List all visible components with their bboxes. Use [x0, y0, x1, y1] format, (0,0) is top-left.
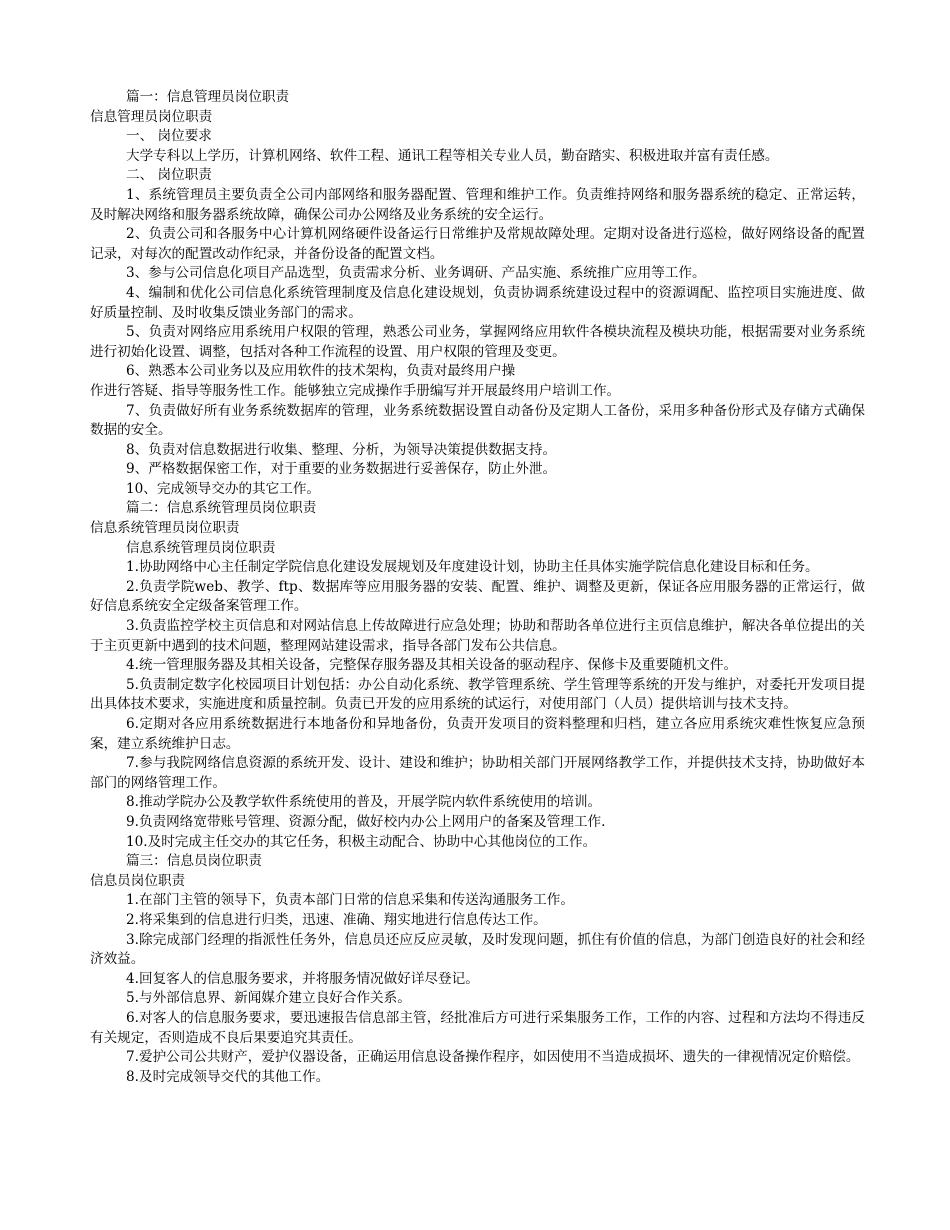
section1-item: 5、负责对网络应用系统用户权限的管理，熟悉公司业务，掌握网络应用软件各模块流程及模块功能，根据需要对业务系统进行初始化设置、调整，包括对各种工作流程的设置、用户权限的管理及变更。 — [90, 324, 865, 360]
section2-item: 7.参与我院网络信息资源的系统开发、设计、建设和维护；协助相关部门开展网络教学工作，并提供技术支持，协助做好本部门的网络管理工作。 — [90, 755, 865, 791]
section3-item: 1.在部门主管的领导下，负责本部门日常的信息采集和传送沟通服务工作。 — [126, 892, 574, 909]
section1-item: 8、负责对信息数据进行收集、整理、分析，为领导决策提供数据支持。 — [126, 441, 557, 458]
section2-item: 10.及时完成主任交办的其它任务，积极主动配合、协助中心其他岗位的工作。 — [126, 833, 597, 850]
section1-item: 3、参与公司信息化项目产品选型，负责需求分析、业务调研、产品实施、系统推广应用等工作。 — [126, 265, 706, 282]
section2-subtitle: 信息系统管理员岗位职责 — [126, 539, 276, 556]
section1-item: 1、系统管理员主要负责全公司内部网络和服务器配置、管理和维护工作。负责维持网络和服务器系统的稳定、正常运转，及时解决网络和服务器系统故障，确保公司办公网络及业务系统的安全运行。 — [90, 186, 865, 223]
section1-item: 10、完成领导交办的其它工作。 — [126, 480, 321, 497]
section1-item: 7、负责做好所有业务系统数据库的管理，业务系统数据设置自动备份及定期人工备份，采用多种备份形式及存储方式确保数据的安全。 — [90, 402, 865, 439]
section2-title: 信息系统管理员岗位职责 — [90, 520, 240, 537]
section2-item: 1.协助网络中心主任制定学院信息化建设发展规划及年度建设计划，协助主任具体实施学院信息化建设目标和任务。 — [126, 559, 819, 576]
section2-item: 8.推动学院办公及教学软件系统使用的普及，开展学院内软件系统使用的培训。 — [126, 794, 602, 811]
section2-item: 2.负责学院web、教学、ftp、数据库等应用服务器的安装、配置、维护、调整及更新，保证各应用服务器的正常运行，做好信息系统安全定级备案管理工作。 — [90, 578, 865, 615]
section3-item: 7.爱护公司公共财产，爱护仪器设备，正确运用信息设备操作程序，如因使用不当造成损坏、遗失的一律视情况定价赔偿。 — [126, 1049, 860, 1066]
section3-item: 4.回复客人的信息服务要求，并将服务情况做好详尽登记。 — [126, 970, 479, 987]
section1-item: 6、熟悉本公司业务以及应用软件的技术架构，负责对最终用户操 — [126, 363, 516, 380]
section1-req-heading: 一、 岗位要求 — [126, 128, 212, 145]
section2-item: 9.负责网络宽带账号管理、资源分配，做好校内办公上网用户的备案及管理工作. — [126, 813, 606, 830]
section3-item: 5.与外部信息界、新闻媒介建立良好合作关系。 — [126, 990, 411, 1007]
section3-item: 6.对客人的信息服务要求，要迅速报告信息部主管，经批准后方可进行采集服务工作，工作的内容、过程和方法均不得违反有关规定，否则造成不良后果要追究其责任。 — [90, 1009, 865, 1046]
section1-title: 信息管理员岗位职责 — [90, 108, 213, 125]
section2-item: 5.负责制定数字化校园项目计划包括：办公自动化系统、教学管理系统、学生管理等系统的开发与维护，对委托开发项目提出具体技术要求，实施进度和质量控制。负责已开发的应用系统的试运行，对使用部门（人员）提供培训与技术支持。 — [90, 676, 865, 713]
section3-heading: 篇三：信息员岗位职责 — [126, 853, 262, 870]
section3-item: 8.及时完成领导交代的其他工作。 — [126, 1068, 330, 1085]
section1-heading: 篇一：信息管理员岗位职责 — [126, 89, 290, 105]
section1-item: 2、负责公司和各服务中心计算机网络硬件设备运行日常维护及常规故障处理。定期对设备进行巡检，做好网络设备的配置记录，对每次的配置改动作纪录，并备份设备的配置文档。 — [90, 226, 865, 262]
section2-heading: 篇二：信息系统管理员岗位职责 — [126, 500, 317, 517]
section1-duty-heading: 二、 岗位职责 — [126, 167, 212, 184]
section1-req-text: 大学专科以上学历，计算机网络、软件工程、通讯工程等相关专业人员，勤奋踏实、积极进取并富有责任感。 — [126, 147, 779, 164]
section1-item: 9、严格数据保密工作，对于重要的业务数据进行妥善保存，防止外泄。 — [126, 461, 557, 478]
section2-item: 3.负责监控学校主页信息和对网站信息上传故障进行应急处理；协助和帮助各单位进行主页信息维护，解决各单位提出的关于主页更新中遇到的技术问题，整理网站建设需求，指导各部门发布公共信息。 — [90, 618, 865, 654]
section3-item: 2.将采集到的信息进行归类，迅速、准确、翔实地进行信息传达工作。 — [126, 911, 547, 928]
section2-item: 6.定期对各应用系统数据进行本地备份和异地备份，负责开发项目的资料整理和归档，建立各应用系统灾难性恢复应急预案，建立系统维护日志。 — [90, 716, 865, 752]
section1-item: 4、编制和优化公司信息化系统管理制度及信息化建设规划，负责协调系统建设过程中的资源调配、监控项目实施进度、做好质量控制、及时收集反馈业务部门的需求。 — [90, 284, 865, 321]
document-page — [90, 88, 865, 1087]
section1-item-continuation: 作进行答疑、指导等服务性工作。能够独立完成操作手册编写并开展最终用户培训工作。 — [90, 382, 621, 399]
section3-title: 信息员岗位职责 — [90, 872, 186, 889]
section3-item: 3.除完成部门经理的指派性任务外，信息员还应反应灵敏，及时发现问题，抓住有价值的信息，为部门创造良好的社会和经济效益。 — [90, 931, 865, 968]
section2-item: 4.统一管理服务器及其相关设备，完整保存服务器及其相关设备的驱动程序、保修卡及重要随机文件。 — [126, 657, 738, 674]
